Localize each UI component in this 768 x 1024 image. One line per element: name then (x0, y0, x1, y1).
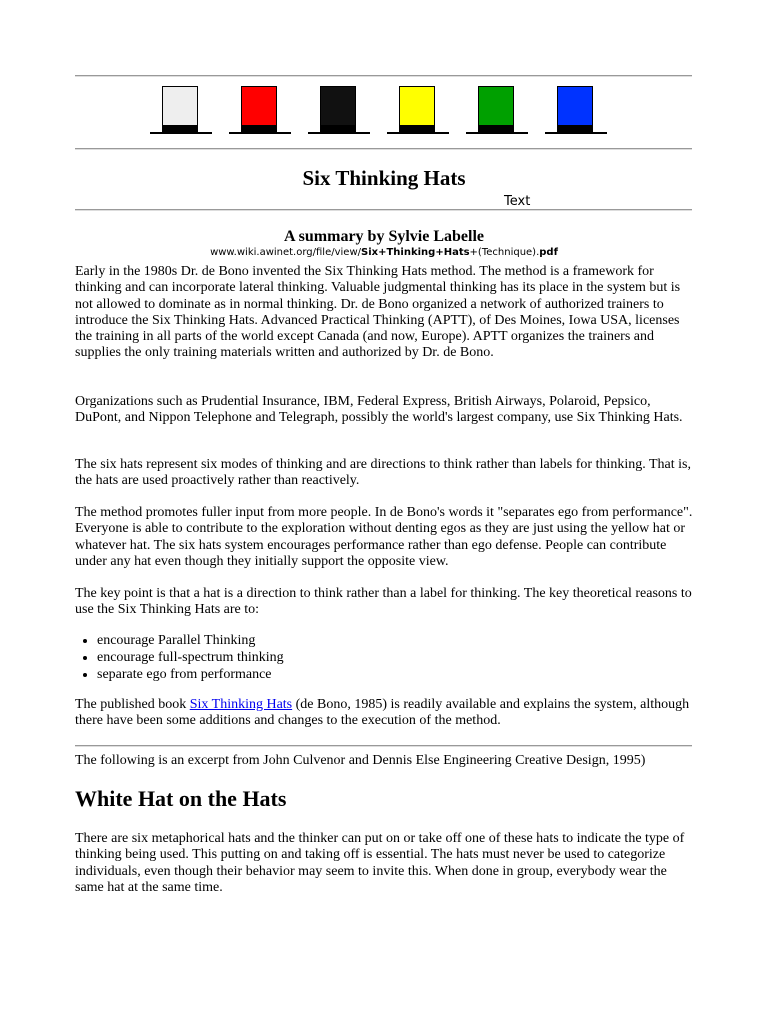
summary-heading: A summary by Sylvie Labelle (283, 228, 484, 245)
yellow-hat-icon (387, 86, 449, 136)
text-label: Text (504, 194, 531, 209)
excerpt-note: The following is an excerpt from John Culvenor and Dennis Else Engineering Creative Design, 1995) (75, 753, 646, 768)
black-hat-icon (308, 86, 370, 136)
list-item: • encourage full-spectrum thinking (97, 649, 284, 666)
paragraph-book: The published book Six Thinking Hats (de Bono, 1985) is readily available and explains the system, although there have been some additions and changes to the execution of the method. (75, 697, 690, 729)
white-hat-icon (150, 86, 212, 136)
top-divider (75, 75, 692, 77)
green-hat-icon (466, 86, 528, 136)
blue-hat-icon (545, 86, 607, 136)
title-divider (75, 209, 692, 211)
page-title: Six Thinking Hats (302, 166, 466, 190)
paragraph-modes: The six hats represent six modes of thinking and are directions to think rather than labels for thinking. That is, the hats are used proactively rather than reactively. (75, 457, 691, 489)
red-hat-icon (229, 86, 291, 136)
hat-row (75, 86, 692, 136)
paragraph-organizations: Organizations such as Prudential Insurance, IBM, Federal Express, British Airways, Polaroid, Pepsico, DuPont, and Nippon Telephone and Telegraph, possibly the world's largest company, use Six Thinking Hats. (75, 394, 683, 426)
book-link[interactable]: Six Thinking Hats (189, 697, 293, 712)
excerpt-divider (75, 745, 692, 747)
section-heading: White Hat on the Hats (75, 786, 287, 811)
list-item: • encourage Parallel Thinking (97, 632, 284, 649)
paragraph-method: The method promotes fuller input from more people. In de Bono's words it "separates ego from performance". Everyone is able to contribute to the exploration without denting egos as they are just using the yellow hat or whatever hat. The six hats system encourages performance rather than ego defense. People can contribute under any hat even though they initially support the opposite view. (75, 505, 693, 569)
paragraph-intro: Early in the 1980s Dr. de Bono invented the Six Thinking Hats method. The method is a framework for thinking and can incorporate lateral thinking. Valuable judgmental thinking has its place in the system but is not allowed to dominate as in normal thinking. Dr. de Bono organized a network of authorized trainers to introduce the Six Thinking Hats. Advanced Practical Thinking (APTT), of Des Moines, Iowa USA, licenses the training in all parts of the world except Canada (and now, Europe). APTT organizes the trainers and supplies the only training materials written and authorized by Dr. de Bono. (75, 264, 681, 361)
paragraph-key-point: The key point is that a hat is a direction to think rather than a label for thinking. The key theoretical reasons to use the Six Thinking Hats are to: (75, 586, 692, 618)
paragraph-hats: There are six metaphorical hats and the thinker can put on or take off one of these hats to indicate the type of thinking being used. This putting on and taking off is essential. The hats must never be used to categorize individuals, even though their behavior may seem to invite this. When done in group, everybody wear the same hat at the same time. (75, 831, 685, 895)
list-item: • separate ego from performance (97, 666, 284, 683)
reasons-list (75, 632, 284, 683)
source-url: www.wiki.awinet.org/file/view/Six+Thinking+Hats+(Technique).pdf (210, 247, 558, 258)
hats-divider (75, 148, 692, 150)
